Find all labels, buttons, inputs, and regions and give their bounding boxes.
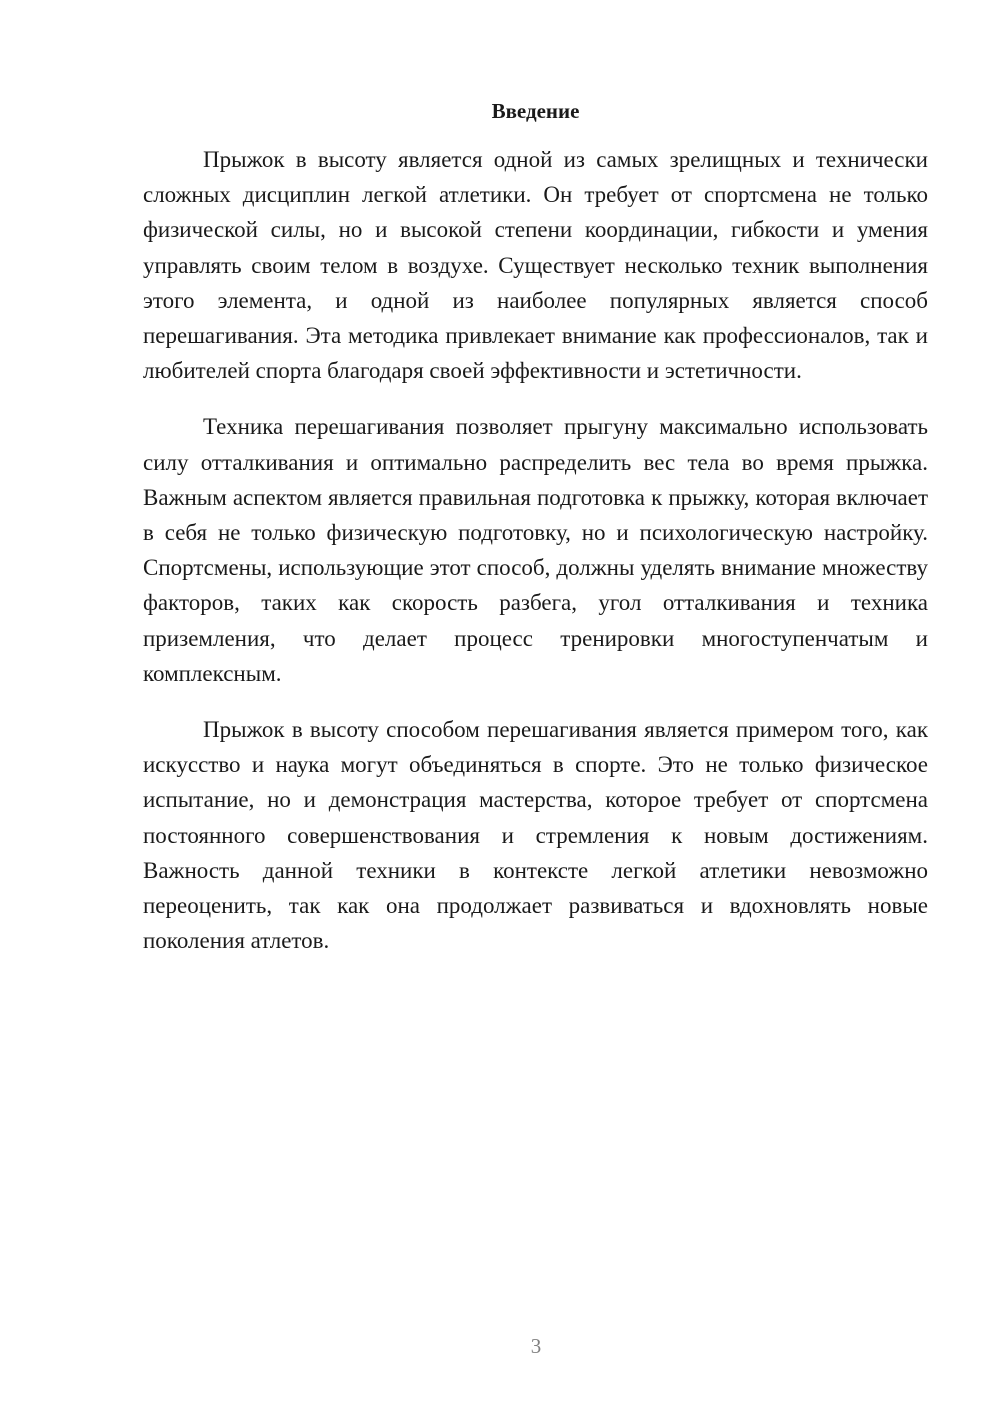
- paragraph-3: Прыжок в высоту способом перешагивания является примером того, как искусство и наука могут объединяться в спорте. Это не только физическое испытание, но и демонстрация мастерства, которое требует от спортсмена постоянного совершенствования и стремления к новым достижениям. Важность данной техники в контексте легкой атлетики невозможно переоценить, так как она продолжает развиваться и вдохновлять новые поколения атлетов.: [143, 717, 928, 954]
- paragraph-1: Прыжок в высоту является одной из самых зрелищных и технически сложных дисциплин легкой атлетики. Он требует от спортсмена не только физической силы, но и высокой степени координации, гибкости и умения управлять своим телом в воздухе. Существует несколько техник выполнения этого элемента, и одной из наиболее популярных является способ перешагивания. Эта методика привлекает внимание как профессионалов, так и любителей спорта благодаря своей эффективности и эстетичности.: [143, 147, 928, 384]
- page-number: 3: [530, 1334, 542, 1358]
- document-body: [143, 142, 928, 979]
- paragraph-2: Техника перешагивания позволяет прыгуну максимально использовать силу отталкивания и оптимально распределить вес тела во время прыжка. Важным аспектом является правильная подготовка к прыжку, которая включает в себя не только физическую подготовку, но и психологическую настройку. Спортсмены, использующие этот способ, должны уделять внимание множеству факторов, таких как скорость разбега, угол отталкивания и техника приземления, что делает процесс тренировки многоступенчатым и комплексным.: [143, 414, 928, 686]
- page-title: Введение: [491, 99, 580, 123]
